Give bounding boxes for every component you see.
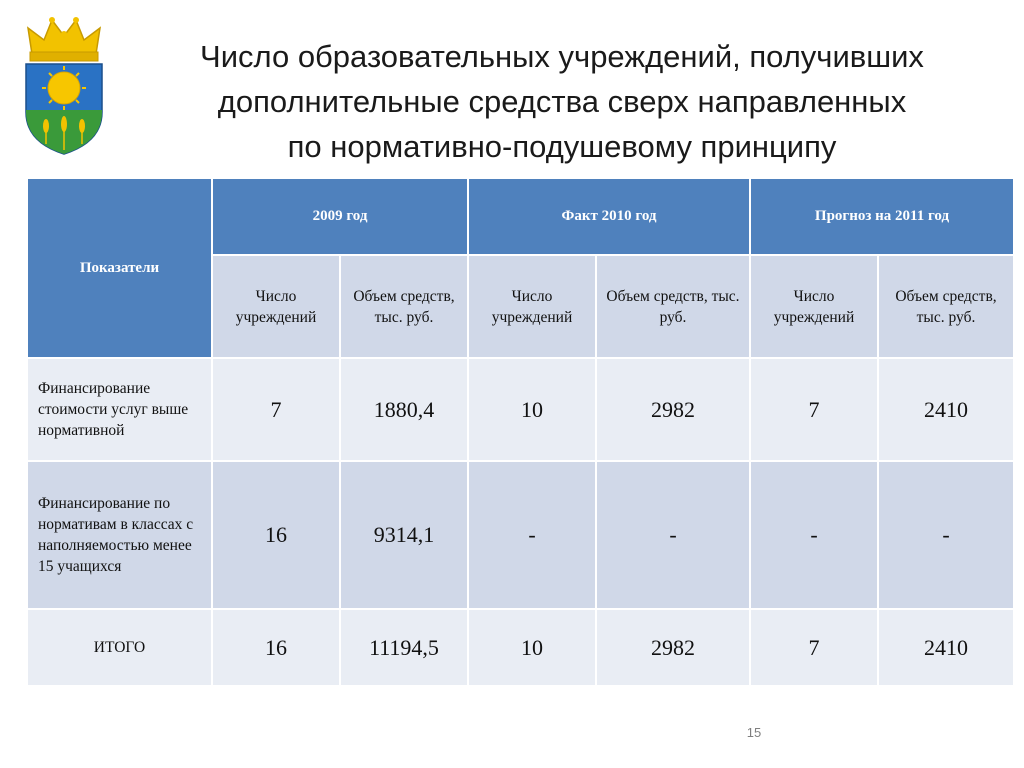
subheader-count-2011: Число учреждений [751, 256, 879, 359]
data-table [28, 179, 1015, 687]
row-label: Финансирование стоимости услуг выше нормативной [28, 359, 213, 462]
subheader-amount-2010: Объем средств, тыс. руб. [597, 256, 751, 359]
title-line-2: дополнительные средства сверх направленных [217, 84, 907, 119]
table-row-total [28, 610, 1015, 687]
subheader-amount-2009: Объем средств, тыс. руб. [341, 256, 469, 359]
table-cell: 16 [213, 462, 341, 610]
total-label: ИТОГО [28, 610, 213, 687]
table-cell: - [879, 462, 1015, 610]
year-header-2010: Факт 2010 год [469, 179, 751, 256]
table-cell: 7 [751, 610, 879, 687]
indicators-header: Показатели [28, 179, 213, 359]
table-cell: 7 [751, 359, 879, 462]
title-line-1: Число образовательных учреждений, получивших [200, 39, 924, 74]
table-cell: 10 [469, 359, 597, 462]
table-cell: 16 [213, 610, 341, 687]
table-cell: 7 [213, 359, 341, 462]
slide-title [130, 34, 994, 169]
table-cell: - [597, 462, 751, 610]
subheader-amount-2011: Объем средств, тыс. руб. [879, 256, 1015, 359]
table-cell: 11194,5 [341, 610, 469, 687]
year-header-2011: Прогноз на 2011 год [751, 179, 1015, 256]
table-cell: 2982 [597, 610, 751, 687]
subheader-count-2010: Число учреждений [469, 256, 597, 359]
table-row [28, 462, 1015, 610]
table-cell: - [751, 462, 879, 610]
table-cell: - [469, 462, 597, 610]
data-table-container [28, 179, 1015, 687]
page-number: 15 [746, 725, 762, 740]
table-cell: 2982 [597, 359, 751, 462]
table-cell: 1880,4 [341, 359, 469, 462]
table-cell: 2410 [879, 610, 1015, 687]
table-cell: 10 [469, 610, 597, 687]
subheader-count-2009: Число учреждений [213, 256, 341, 359]
table-row [28, 359, 1015, 462]
row-label: Финансирование по нормативам в классах с наполняемостью менее 15 учащихся [28, 462, 213, 610]
title-line-3: по нормативно-подушевому принципу [287, 129, 837, 164]
year-header-2009: 2009 год [213, 179, 469, 256]
table-cell: 9314,1 [341, 462, 469, 610]
table-cell: 2410 [879, 359, 1015, 462]
coat-of-arms-icon [22, 14, 106, 156]
